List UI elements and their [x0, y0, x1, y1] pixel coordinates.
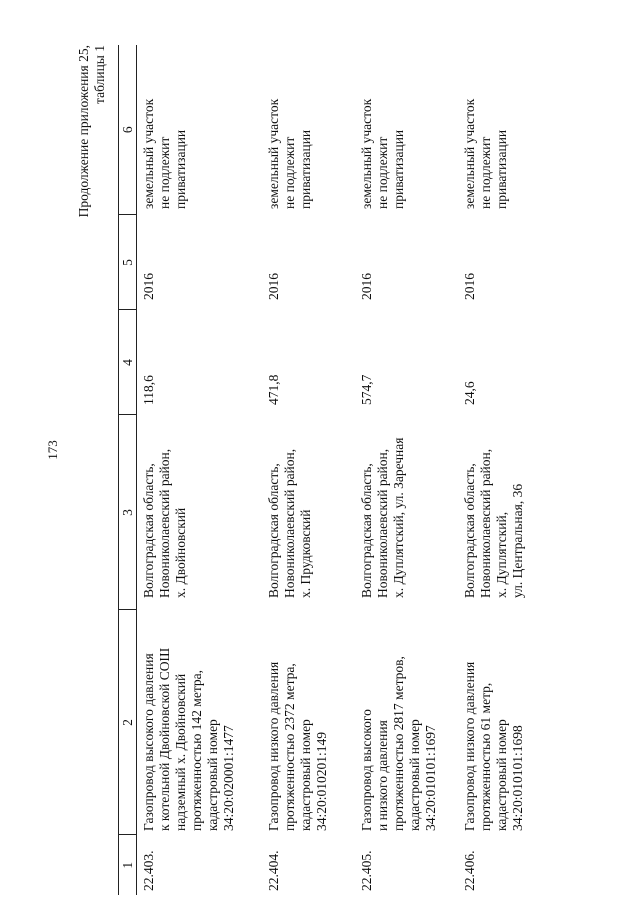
object-value — [262, 310, 355, 415]
object-value-text: 24,6 — [461, 381, 477, 405]
continuation-line-2: таблицы 1 — [92, 45, 107, 104]
object-description-line: к котельной Двойновской СОШ — [157, 647, 172, 831]
object-note-line: приватизации — [173, 129, 188, 209]
object-description — [137, 610, 262, 835]
object-address-line: х. Двойновский — [173, 507, 188, 598]
object-address — [137, 415, 262, 610]
column-header-2: 2 — [119, 610, 137, 835]
object-year-text: 2016 — [358, 273, 374, 300]
object-description-line: 34:20:010201:149 — [313, 731, 329, 831]
object-note — [262, 45, 355, 215]
row-number — [355, 835, 458, 895]
object-address-line: х. Дуплятский, — [493, 511, 509, 598]
page-number: 173 — [45, 440, 60, 460]
object-value — [355, 310, 458, 415]
object-value — [458, 310, 556, 415]
object-year-text: 2016 — [141, 273, 156, 300]
object-description-line: кадастровый номер — [297, 719, 313, 831]
object-address-line: х. Прудковский — [297, 509, 313, 598]
object-note-line: земельный участок — [265, 98, 281, 209]
object-value-text: 471,8 — [265, 374, 281, 405]
object-description-line: Газопровод высокого давления — [141, 653, 156, 831]
object-year — [262, 215, 355, 310]
object-note — [137, 45, 262, 215]
object-note — [355, 45, 458, 215]
rotated-page-content — [70, 45, 590, 895]
property-table — [118, 45, 556, 895]
object-address-line: Волгоградская область, — [461, 463, 477, 598]
object-description-line: кадастровый номер — [406, 719, 422, 831]
object-note-line: земельный участок — [358, 98, 374, 209]
object-address — [355, 415, 458, 610]
object-note-line: земельный участок — [461, 98, 477, 209]
object-year — [355, 215, 458, 310]
object-description — [458, 610, 556, 835]
row-number-text: 22.403. — [141, 850, 156, 891]
object-description-line: Газопровод низкого давления — [461, 661, 477, 831]
column-header-3: 3 — [119, 415, 137, 610]
object-description-line: протяженностью 142 метра, — [189, 669, 204, 831]
row-number-text: 22.406. — [461, 850, 477, 891]
object-description-line: Газопровод высокого — [358, 709, 374, 831]
object-note-line: приватизации — [390, 129, 406, 209]
row-number-text: 22.405. — [358, 850, 374, 891]
object-address-line: Волгоградская область, — [358, 463, 374, 598]
object-description-line: кадастровый номер — [205, 719, 220, 831]
object-value-text: 118,6 — [141, 375, 156, 405]
object-address — [458, 415, 556, 610]
object-note-line: не подлежит — [477, 136, 493, 209]
table-row — [355, 45, 458, 895]
column-header-5: 5 — [119, 215, 137, 310]
object-year — [137, 215, 262, 310]
table-row — [262, 45, 355, 895]
object-description-line: и низкого давления — [374, 720, 390, 831]
object-address-line: Новониколаевский район, — [281, 448, 297, 598]
object-address — [262, 415, 355, 610]
object-year-text: 2016 — [461, 273, 477, 300]
object-description-line: кадастровый номер — [493, 719, 509, 831]
object-address-line: Волгоградская область, — [265, 463, 281, 598]
continuation-line-1: Продолжение приложения 25, — [76, 45, 91, 218]
row-number-text: 22.404. — [265, 850, 281, 891]
object-value — [137, 310, 262, 415]
table-body — [137, 45, 556, 895]
row-number — [262, 835, 355, 895]
object-address-line: х. Дуплятский, ул. Заречная — [390, 437, 406, 598]
object-note-line: не подлежит — [157, 136, 172, 209]
object-address-line: Новониколаевский район, — [374, 448, 390, 598]
row-number — [137, 835, 262, 895]
table-row — [458, 45, 556, 895]
object-note — [458, 45, 556, 215]
object-year-text: 2016 — [265, 273, 281, 300]
object-description-line: надземный х. Двойновский — [173, 673, 188, 831]
object-year — [458, 215, 556, 310]
object-description-line: протяженностью 61 метр, — [477, 682, 493, 831]
column-header-4: 4 — [119, 310, 137, 415]
table-row — [137, 45, 262, 895]
object-note-line: не подлежит — [281, 136, 297, 209]
object-address-line: ул. Центральная, 36 — [509, 483, 525, 598]
column-header-1: 1 — [119, 835, 137, 895]
object-note-line: приватизации — [297, 129, 313, 209]
row-number — [458, 835, 556, 895]
object-description-line: 34:20:020001:1477 — [221, 725, 236, 831]
object-value-text: 574,7 — [358, 374, 374, 405]
continuation-note — [76, 45, 108, 255]
object-address-line: Волгоградская область, — [141, 463, 156, 598]
object-description — [355, 610, 458, 835]
object-address-line: Новониколаевский район, — [157, 448, 172, 598]
object-description-line: 34:20:010101:1698 — [509, 725, 525, 831]
object-note-line: приватизации — [493, 129, 509, 209]
object-description-line: протяженностью 2817 метров, — [390, 656, 406, 831]
object-note-line: не подлежит — [374, 136, 390, 209]
column-number-row — [119, 45, 137, 895]
object-description-line: протяженностью 2372 метра, — [281, 663, 297, 831]
object-description-line: Газопровод низкого давления — [265, 661, 281, 831]
object-description — [262, 610, 355, 835]
object-address-line: Новониколаевский район, — [477, 448, 493, 598]
column-header-6: 6 — [119, 45, 137, 215]
object-note-line: земельный участок — [141, 98, 156, 209]
object-description-line: 34:20:010101:1697 — [422, 725, 438, 831]
